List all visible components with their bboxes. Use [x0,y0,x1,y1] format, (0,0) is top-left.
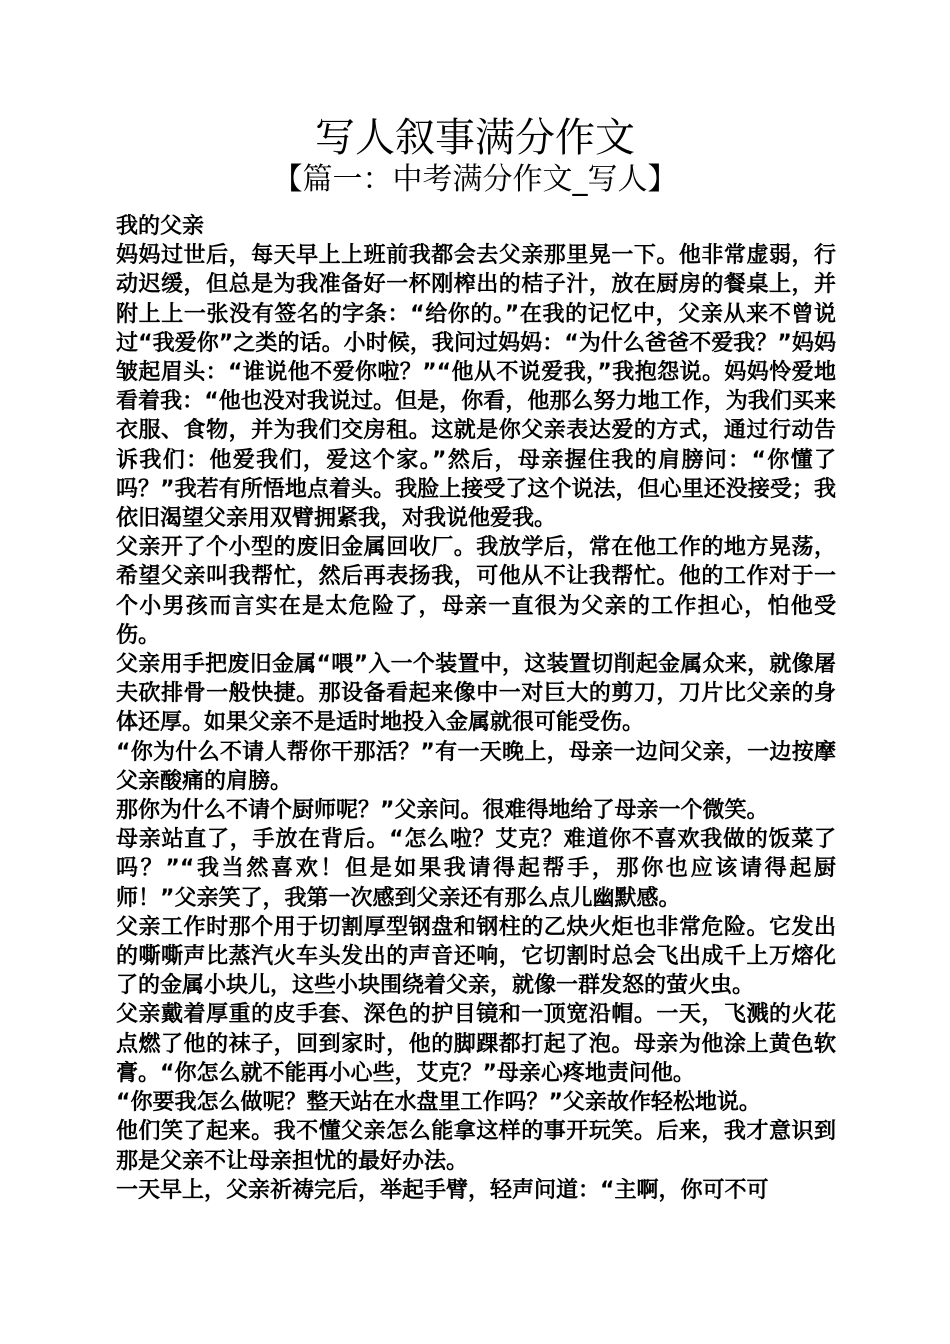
paragraph: 父亲用手把废旧金属“喂”入一个装置中，这装置切削起金属众来，就像屠夫砍排骨一般快捷。那设备看起来像中一对巨大的剪刀，刀片比父亲的身体还厚。如果父亲不是适时地投入金属就很可能受伤。 [116,652,836,736]
article-heading: 我的父亲 [116,214,205,239]
paragraph: 父亲戴着厚重的皮手套、深色的护目镜和一顶宽沿帽。一天，飞溅的火花点燃了他的袜子，回到家时，他的脚踝都打起了泡。母亲为他涂上黄色软膏。“你怎么就不能再小心些，艾克？”母亲心疼地责问他。 [116,1002,836,1086]
paragraph: 那你为什么不请个厨师呢？”父亲问。很难得地给了母亲一个微笑。 [116,798,769,824]
paragraph: 母亲站直了，手放在背后。“怎么啦？艾克？难道你不喜欢我做的饭菜了吗？”“我当然喜欢！但是如果我请得起帮手，那你也应该请得起厨师！”父亲笑了，我第一次感到父亲还有那么点儿幽默感。 [116,827,836,911]
paragraph: “你要我怎么做呢？整天站在水盘里工作吗？”父亲故作轻松地说。 [116,1090,761,1116]
document-title: 写人叙事满分作文 [315,115,635,161]
paragraph: 一天早上，父亲祈祷完后，举起手臂，轻声问道：“主啊，你可不可 [116,1177,769,1203]
paragraph: 父亲开了个小型的废旧金属回收厂。我放学后，常在他工作的地方晃荡，希望父亲叫我帮忙，然后再表扬我，可他从不让我帮忙。他的工作对于一个小男孩而言实在是太危险了，母亲一直很为父亲的工作担心，怕他受伤。 [116,535,836,648]
paragraph: 他们笑了起来。我不懂父亲怎么能拿这样的事开玩笑。后来，我才意识到那是父亲不让母亲担忧的最好办法。 [116,1119,836,1174]
document-subtitle: 【篇一：中考满分作文_写人】 [272,162,678,197]
paragraph: 父亲工作时那个用于切割厚型钢盘和钢柱的乙炔火炬也非常危险。它发出的嘶嘶声比蒸汽火车头发出的声音还响，它切割时总会飞出成千上万熔化了的金属小块儿，这些小块围绕着父亲，就像一群发怒的萤火虫。 [116,914,836,999]
paragraph: 妈妈过世后，每天早上上班前我都会去父亲那里晃一下。他非常虚弱，行动迟缓，但总是为我准备好一杯刚榨出的桔子汁，放在厨房的餐桌上，并附上上一张没有签名的字条：“给你的。”在我的记忆中，父亲从来不曾说过“我爱你”之类的话。小时候，我问过妈妈：“为什么爸爸不爱我？”妈妈皱起眉头：“谁说他不爱你啦？”“他从不说爱我，”我抱怨说。妈妈怜爱地看着我：“他也没对我说过。但是，你看，他那么努力地工作，为我们买来衣服、食物，并为我们交房租。这就是你父亲表达爱的方式，通过行动告诉我们：他爱我们，爱这个家。”然后，母亲握住我的肩膀问：“你懂了吗？”我若有所悟地点着头。我脸上接受了这个说法，但心里还没接受；我依旧渴望父亲用双臂拥紧我，对我说他爱我。 [116,243,836,532]
paragraph: “你为什么不请人帮你干那活？”有一天晚上，母亲一边问父亲，一边按摩父亲酸痛的肩膀。 [116,739,836,794]
article-body [116,212,836,1205]
